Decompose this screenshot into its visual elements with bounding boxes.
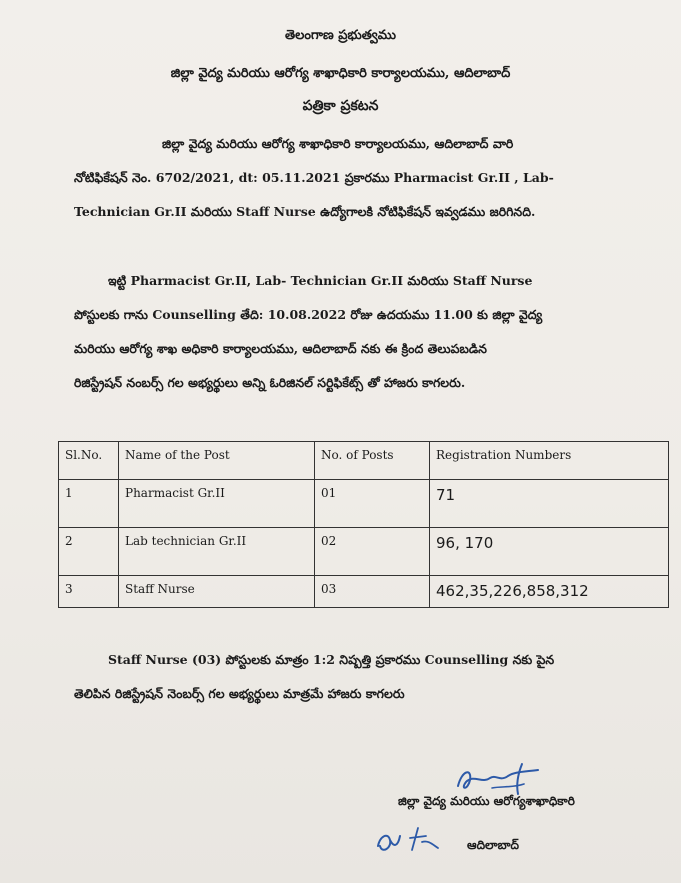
para1-line1: జిల్లా వైద్య మరియు ఆరోగ్య శాఖాధికారి కార్యాలయము, ఆదిలాబాద్ వారి [162, 136, 514, 151]
header-no-of-posts: No. of Posts [315, 442, 430, 480]
cell-sl-no: 3 [59, 576, 119, 608]
table-row [59, 480, 669, 528]
signatory-designation: జిల్లా వైద్య మరియు ఆరోగ్యశాఖాధికారి [398, 794, 575, 808]
cell-registration-numbers: 96, 170 [430, 528, 669, 576]
para2-line1: ఇట్టి Pharmacist Gr.II, Lab- Technician Gr.II మరియు Staff Nurse [108, 273, 533, 288]
para2-line2: పోస్టులకు గాను Counselling తేది: 10.08.2022 రోజు ఉదయము 11.00 కు జిల్లా వైద్య [74, 307, 543, 322]
initials-mark [372, 822, 452, 858]
table-row [59, 576, 669, 608]
office-heading: జిల్లా వైద్య మరియు ఆరోగ్య శాఖాధికారి కార్యాలయము, ఆదిలాబాద్ [170, 66, 511, 81]
cell-sl-no: 1 [59, 480, 119, 528]
posts-table [58, 441, 669, 608]
para1-line3: Technician Gr.II మరియు Staff Nurse ఉద్యోగాలకి నోటిఫికేషన్ ఇవ్వడము జరిగినది. [74, 204, 536, 219]
para2-line4: రిజిస్ట్రేషన్ నంబర్స్ గల అభ్యర్థులు అన్ని ఓరిజినల్ సర్టిఫికేట్స్ తో హాజరు కాగలరు. [74, 375, 466, 390]
cell-no-of-posts: 03 [315, 576, 430, 608]
cell-post-name: Lab technician Gr.II [119, 528, 315, 576]
table-row [59, 528, 669, 576]
header-sl-no: Sl.No. [59, 442, 119, 480]
header-post-name: Name of the Post [119, 442, 315, 480]
signatory-place: ఆదిలాబాద్ [467, 838, 519, 852]
para3-line2: తెలిపిన రిజిస్ట్రేషన్ నెంబర్స్ గల అభ్యర్థులు మాత్రమే హాజరు కాగలరు [74, 686, 405, 701]
press-release-title: పత్రికా ప్రకటన [302, 98, 379, 114]
cell-post-name: Staff Nurse [119, 576, 315, 608]
government-heading: తెలంగాణ ప్రభుత్వము [285, 28, 396, 43]
notification-paragraph [74, 127, 624, 229]
cell-no-of-posts: 01 [315, 480, 430, 528]
para3-line1: Staff Nurse (03) పోస్టులకు మాత్రం 1:2 నిష్పత్తి ప్రకారము Counselling నకు పైన [108, 652, 555, 667]
counselling-paragraph [74, 264, 624, 400]
cell-sl-no: 2 [59, 528, 119, 576]
cell-registration-numbers: 462,35,226,858,312 [430, 576, 669, 608]
cell-post-name: Pharmacist Gr.II [119, 480, 315, 528]
table-header-row [59, 442, 669, 480]
cell-no-of-posts: 02 [315, 528, 430, 576]
cell-registration-numbers: 71 [430, 480, 669, 528]
para2-line3: మరియు ఆరోగ్య శాఖ అధికారి కార్యాలయము, ఆదిలాబాద్ నకు ఈ క్రింద తెలుపబడిన [74, 341, 487, 356]
header-registration-numbers: Registration Numbers [430, 442, 669, 480]
staff-nurse-note [74, 643, 634, 711]
para1-line2: నోటిఫికేషన్ నెం. 6702/2021, dt: 05.11.2021 ప్రకారము Pharmacist Gr.II , Lab- [74, 170, 554, 185]
